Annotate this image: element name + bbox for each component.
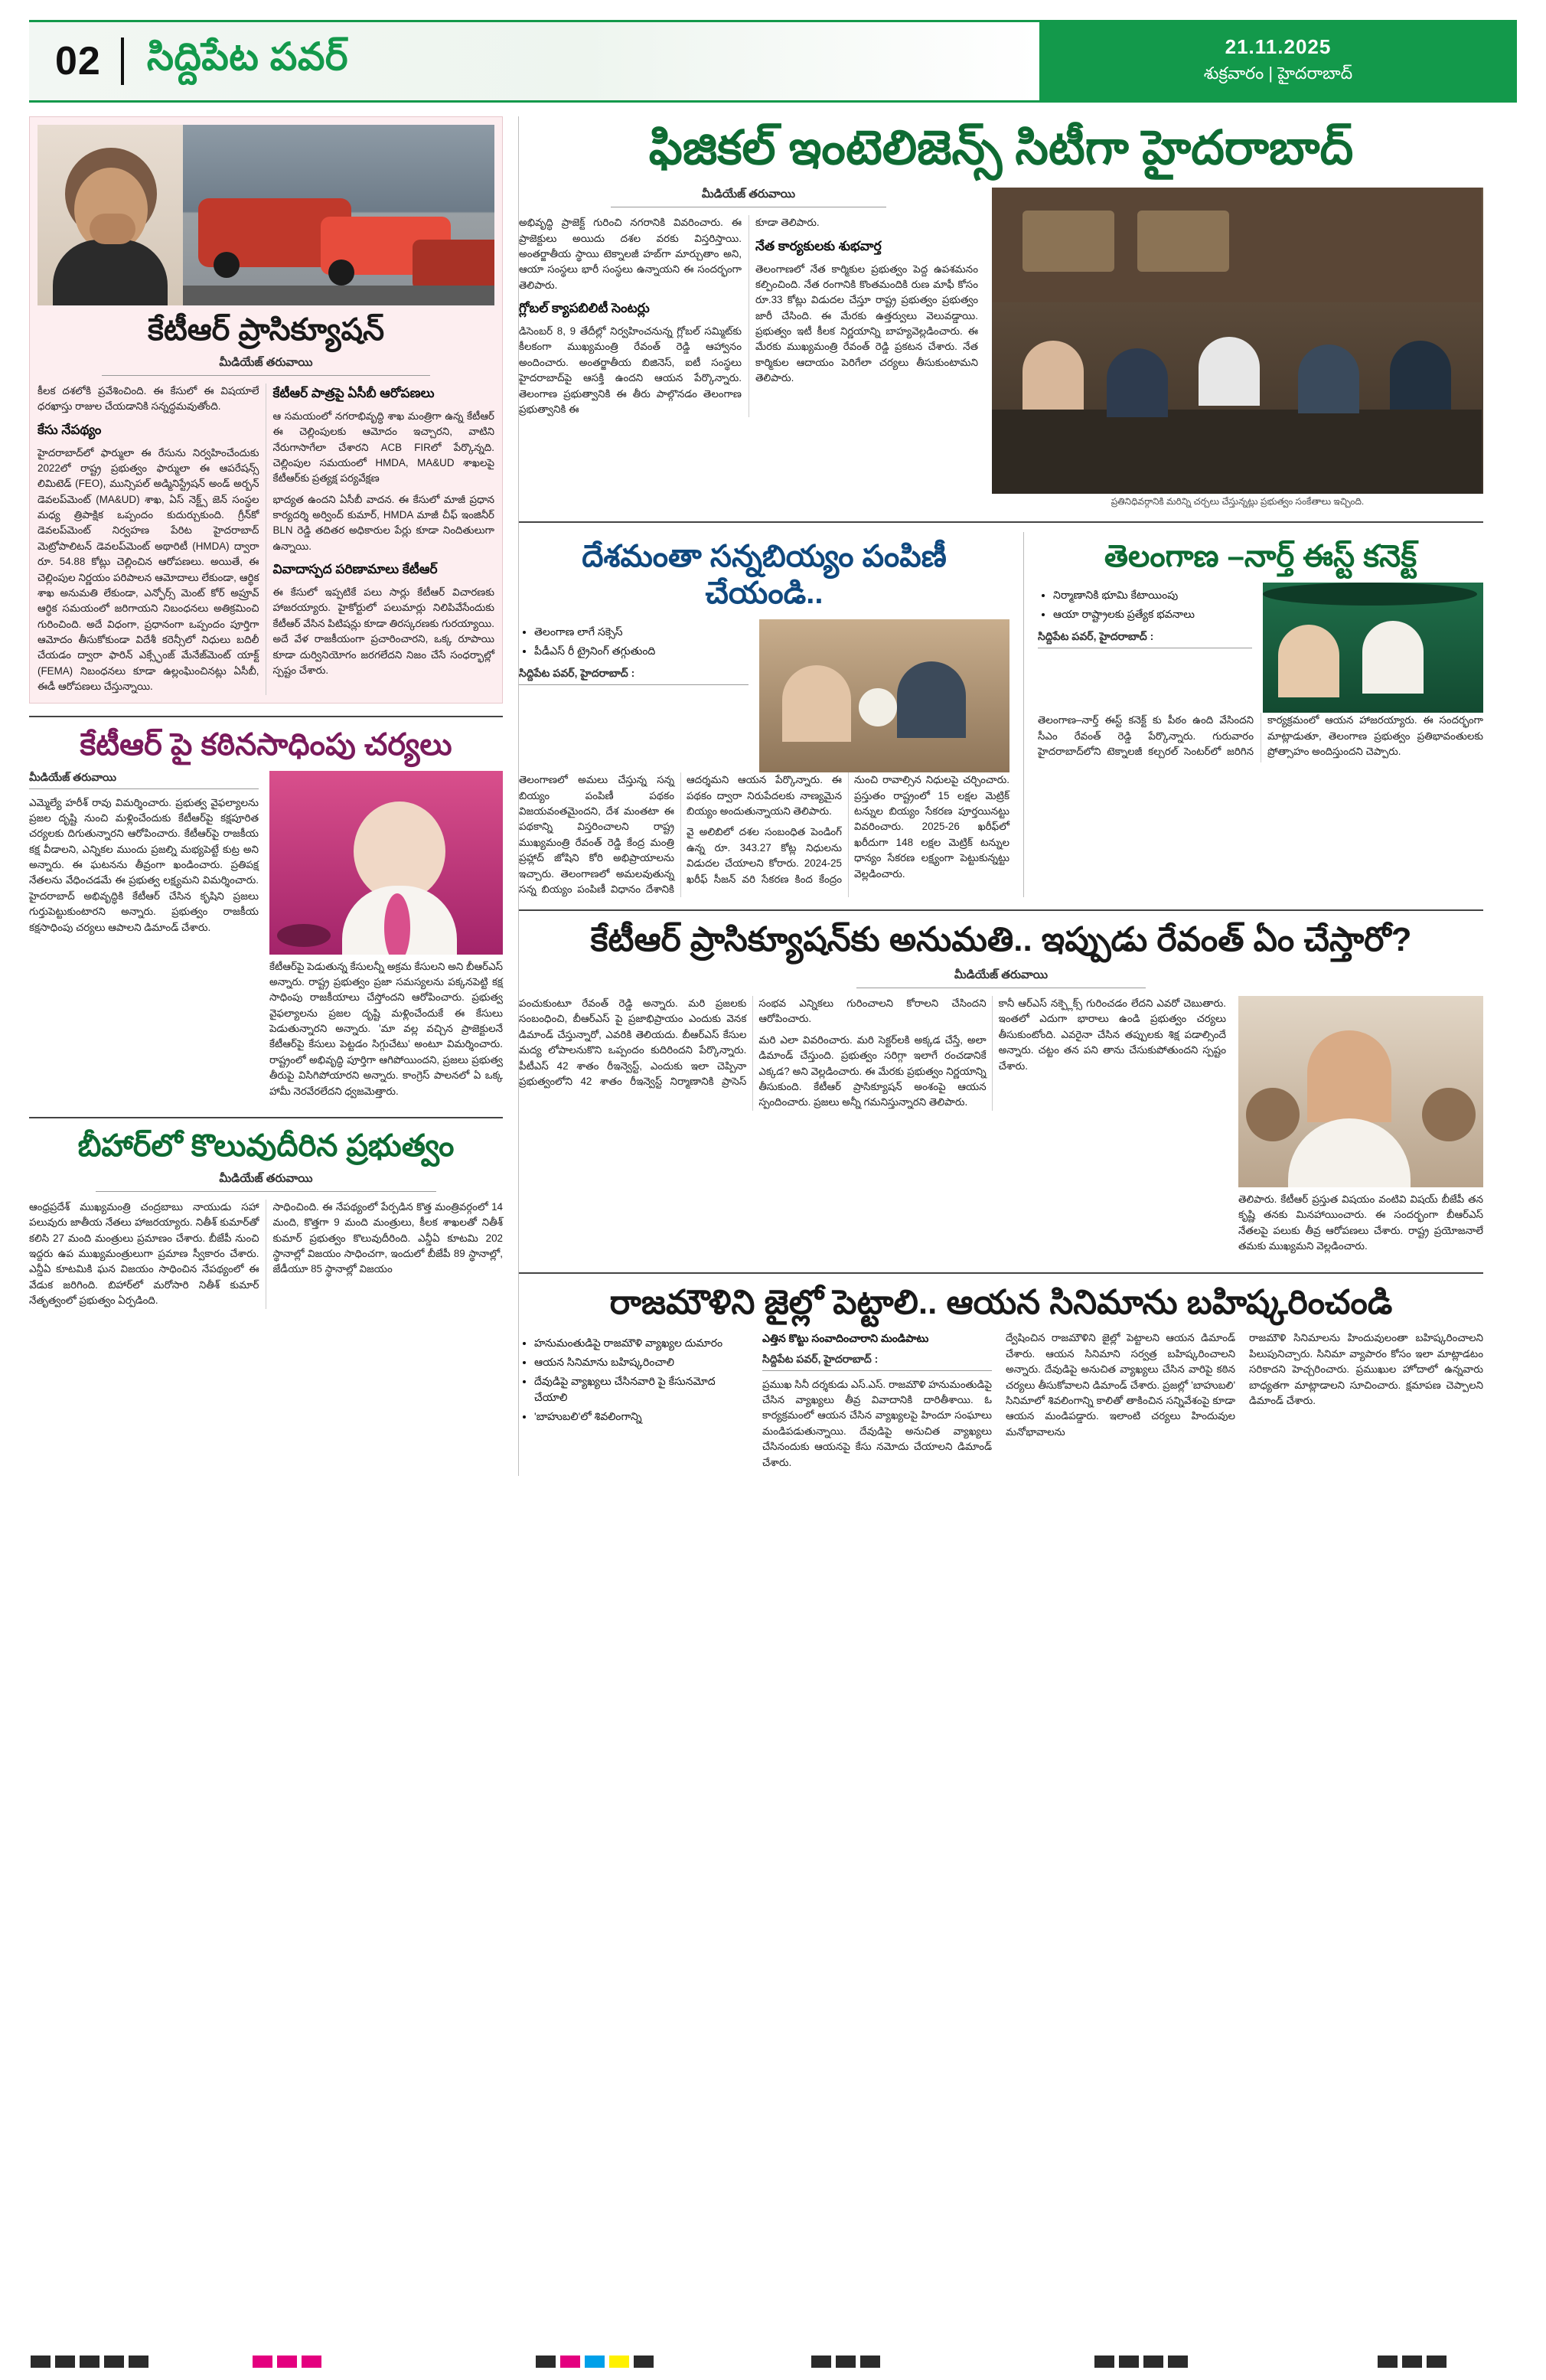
para: ఆంధ్రప్రదేశ్ ముఖ్యమంత్రి చంద్రబాబు నాయుడు సహా పలువురు జాతీయ నేతలు హాజరయ్యారు. నితీశ్ కుమార్‌తో కలిసి 27 మంది మంత్రులు ప్రమాణం చేశారు. బీజేపీ నుంచి ఇద్దరు ఉప ముఖ్యమంత్రులుగా ప్రమాణ స్వీకారం చేశారు. ఎన్డీఏ కూటమికి ఘన విజయం సాధించిన నేపథ్యంలో ఈ వేడుక జరిగింది. బిహార్‌లో మరోసారి నితీశ్ కుమార్ నేతృత్వంలో ప్రభుత్వం ఏర్పడింది. <box>29 1200 259 1307</box>
para: సాధించింది. ఈ నేపథ్యంలో పేర్పడిన కొత్త మంత్రివర్గంలో 14 మంది, కొత్తగా 9 మంది మంత్రులు, కీలక శాఖలతో నితీశ్ కుమార్ ప్రభుత్వం కొలువుదీరింది. ఎన్డీఏ కూటమి 202 స్థానాల్లో విజయం సాధించగా, ఇందులో బీజేపీ 89 స్థానాల్లో, జేడీయూ 85 స్థానాల్లో విజయం <box>272 1200 503 1275</box>
issue-day-edition: శుక్రవారం | హైదరాబాద్ <box>1203 64 1353 83</box>
subhead-controversy: వివాదాస్పద పరిణామాలు కేటీఆర్ <box>272 562 438 577</box>
right-section <box>519 116 1483 1476</box>
northeast-event-photo <box>1263 583 1483 713</box>
body-bihar <box>29 1200 503 1309</box>
para: కేటీఆర్‌పై పెడుతున్న కేసులన్నీ అక్రమ కేసులని అని బీఆర్ఎస్ అన్నారు. రాష్ట్ర ప్రభుత్వం ప్రజా సమస్యలను పక్కనపెట్టి కక్ష సాధింపు రాజకీయాలు చేస్తోందని ఆరోపించారు. ప్రభుత్వ వైఫల్యాలను ప్రజల దృష్టి మళ్లించేందుకే ఈ కేసులు పెడుతున్నారని అన్నారు. 'మా వల్ల వచ్చిన ప్రాజెక్టులనే కేటీఆర్‌పై కేసులు పెట్టడం సిగ్గుచేటు' అంటూ విమర్శించారు. రాష్ట్రంలో అభివృద్ధి పూర్తిగా ఆగిపోయిందని, ప్రజలు ప్రభుత్వ తీరుపై విసిగిపోయారని అన్నారు. కాంగ్రెస్ పాలనలో ఏ ఒక్క హామీ నెరవేరలేదని ధ్వజమెత్తారు. <box>269 960 503 1097</box>
masthead-left <box>29 20 1039 103</box>
main-photo-caption: ప్రతినిధివర్గానికి మరిన్ని చర్చలు చేస్తున్నట్లు ప్రభుత్వం సంకేతాలు ఇచ్చింది. <box>1111 496 1365 508</box>
revanth-photo <box>1238 996 1483 1187</box>
bullet-item: • దేవుడిపై వ్యాఖ్యలు చేసినవారి పై కేసునమోద చేయాలి <box>534 1373 749 1405</box>
para: భాద్యత ఉందని ఏసీబీ వాదన. ఈ కేసులో మాజీ ప్రధాన కార్యదర్శి అర్వింద్ కుమార్, HMDA మాజీ చీఫ్ ఇంజినీర్ BLN రెడ్డి తదితర అధికారుల పేర్లు కూడా నిందితులుగా ఉన్నాయి. <box>272 493 494 552</box>
headline-ktr-prosecution: కేటీఆర్ ప్రాసిక్యూషన్ <box>147 313 385 347</box>
publication-title: సిద్దిపేట పవర్ <box>146 34 349 78</box>
bullet-item: • పీడీఎస్ రీ ట్రైనింగ్ తగ్గుతుంది <box>534 643 749 659</box>
formula-e-race-photo <box>183 125 494 305</box>
para: హైదరాబాద్‌లో ఫార్ములా ఈ రేసును నిర్వహించేందుకు 2022లో రాష్ట్ర ప్రభుత్వం ఫార్ములా ఈ ఆపరేషన్స్ లిమిటెడ్ (FEO), మున్సిపల్ అడ్మినిస్ట్రేషన్ అండ్ అర్బన్ డెవలప్‌మెంట్ (MA&UD) శాఖ, ఏస్ నెక్ట్స్ జెన్ సంస్థల మధ్య త్రిపాక్షిక ఒప్పందం కుదుర్చుకుంది. గ్రీన్‌కో డెవలప్‌మెంట్ నిర్వహణ పేరిట హైదరాబాద్ మెట్రోపాలిటన్ డెవలప్‌మెంట్ అథారిటీ (HMDA) ద్వారా రూ. 54.88 కోట్లు చెల్లించిన ఆరోపణలు. అయితే, ఈ చెల్లింపుల నిర్ణయం పరిపాలన ఆమోదాలు లేకుండా, ఆర్థిక శాఖ అనుమతి లేకుండా, ఎన్ఫోర్స్ మెంట్ కోర్ అప్రూవ్ ఆర్థిక సమయంలో జరిగాయని నిబంధనలు అతిక్రమించి గురించింది. అదే విధంగా, ప్రధానంగా ఒప్పందం పూర్తిగా ఆమోదం తీసుకోకుండా విదేశీ కరెన్సీలో నిధులు బదిలీ చేయడం ద్వారా ఫారిన్ ఎక్స్ఛేంజ్ మేనేజ్‌మెంట్ యాక్ట్ (FEMA) నిబంధనలు కూడా ఉల్లంఘించినట్లు ఏసీబీ, ఈడీ ఆరోపణలు చేస్తున్నాయి. <box>38 446 259 693</box>
body-rajamouli-c2 <box>1006 1330 1235 1440</box>
body-ktr-prosecution <box>38 384 494 695</box>
page-columns <box>29 116 1517 1476</box>
two-story-row <box>519 532 1483 897</box>
para: ద్వేషించిన రాజమౌళిని జైల్లో పెట్టాలని ఆయన డిమాండ్ చేశారు. ఆయన సినిమాని సర్వత్ర బహిష్కరించాలని అన్నారు. దేవుడిపై అనుచిత వ్యాఖ్యలు చేసిన వారిపై కఠిన చర్యలు తీసుకోవాలని డిమాండ్ చేశారు. ప్రజల్లో 'బాహుబలి' సినిమాలో శివలింగాన్ని కాలితో తాకించిన సన్నివేశంపై కూడా ఆయన మండిపడ్డారు. ఇలాంటి చర్యలు హిందువుల మనోభావాలను <box>1006 1332 1235 1438</box>
headline-northeast-connect: తెలంగాణ –నార్త్ ఈస్ట్ కనెక్ట్ <box>1104 540 1417 574</box>
byline-rajamouli: సిద్దిపేట పవర్, హైదరాబాద్ : <box>762 1353 992 1371</box>
para: తెలిపారు. కేటీఆర్ ప్రస్తుత విషయం వంటివి విషయ్ బీజేపీ తన కృష్ణి తనకు మినహాయించారు. ఈ సందర్భంగా బీఆర్ఎస్ నేతలపై పలుకు తీవ్ర ఆరోపణలు చేశారు. రాష్ట్ర ప్రయోజనాలే తమకు ముఖ్యమని వెల్లడించారు. <box>1238 1193 1483 1252</box>
article-bihar-government <box>29 1128 503 1309</box>
cm-minister-photo <box>759 619 1009 772</box>
divider <box>29 1117 503 1118</box>
ktr-photo-row <box>38 125 494 305</box>
byline-prosecution-permission: మీడియేజ్ తరువాయి <box>856 968 1146 988</box>
harish-rao-photo <box>269 771 503 955</box>
bullets-fine-rice <box>519 624 749 659</box>
article-ktr-prosecution <box>29 116 503 704</box>
headline-rajamouli: రాజమౌళిని జైల్లో పెట్టాలి.. ఆయన సినిమాను బహిష్కరించండి <box>609 1283 1393 1321</box>
bullets-northeast <box>1038 587 1252 622</box>
page-number: 02 <box>55 39 101 83</box>
subhead-acb-allegations: కేటీఆర్ పాత్రపై ఏసీబీ ఆరోపణలు <box>272 386 435 400</box>
bullet-item: • హనుమంతుడిపై రాజమౌళి వ్యాఖ్యల దుమారం <box>534 1335 749 1351</box>
left-column <box>29 116 519 1476</box>
para: మరి ఎలా వివరించారు. మరి సెక్టర్‌లకి అక్కడ చేస్తే, అలా డిమాండ్ చేస్తుంది. ప్రభుత్వం సరిగ్గా ఇలాగే రంచడానికే ఎక్కడ? అని వెల్లడించారు. ఈ మేరకు ప్రభుత్వం నిర్ణయాన్ని తీసుకుంది. కేటీఆర్ ప్రాసిక్యూషన్ అంశంపై ఆయన స్పందించారు. ప్రజలు అన్నీ గమనిస్తున్నారని తెలిపారు. <box>758 1033 987 1108</box>
divider <box>519 909 1483 911</box>
bullet-item: • ఆయన సినిమాను బహిష్కరించాలి <box>534 1354 749 1370</box>
para: పంచుకుంటూ రేవంత్ రెడ్డి అన్నారు. మరి ప్రజలకు సంబంధించి, బీఆర్ఎస్ పై ప్రజాభిప్రాయం ఎందుకు వెనక డిమాండ్ చేస్తున్నారో, ఎవరికి తెలియదు. బీఆర్ఎస్ కేసుల మద్య లోపాలనుకొని ఒప్పందం కుదిరిందని పేర్కొన్నారు. పీటీఎస్ 42 శాతం రీఇన్వెస్ట్, ఎందుకు ఇలా చెప్పినా ప్రభుత్వంలోని 42 శాతం రీఇన్వెస్ట్ నిర్మాణానికి ప్రాసెస్ సంభవ ఎన్నికలు గురించాలని కోరాలని చేసిందని ఆరోపించారు. <box>519 997 987 1087</box>
body-fine-rice <box>519 772 1009 897</box>
byline-bihar: మీడియేజ్ తరువాయి <box>96 1172 437 1192</box>
para: కీలక దశలోకి ప్రవేశించింది. ఈ కేసులో ఈ విషయాలే ధరఖాస్తు రాజుల చేయడానికి సన్నద్ధమవుతోంది. <box>38 385 259 413</box>
headline-fine-rice: దేశమంతా సన్నబియ్యం పంపిణీ చేయండి.. <box>582 540 947 611</box>
bullet-item: • తెలంగాణ లాగే సక్సెస్ <box>534 624 749 640</box>
bullet-item: • నిర్మాణానికి భూమి కేటాయింపు <box>1053 587 1252 603</box>
body-harsh-measures-c1 <box>29 795 259 935</box>
para: ఈ కేసులో ఇప్పటికే పలు సార్లు కేటీఆర్ విచారణకు హాజరయ్యారు. హైకోర్టులో పలుమార్లు నిలిపివేసేందుకు కేటీఆర్ వేసిన పిటిషన్లు కూడా తిరస్కరణకు గురయ్యాయి. అదే వేళ రాజకీయంగా ప్రచారించారని, ఒక్క రూపాయి కూడా దుర్వినియోగం జరగలేదని నిజం చేసే సంధర్భాల్లో స్పష్టం చేశారు. <box>272 586 494 676</box>
bullet-item: • ఆయా రాష్ట్రాలకు ప్రత్యేక భవనాలు <box>1053 606 1252 622</box>
para: తెలంగాణలో నేత కార్మికుల ప్రభుత్వం పెద్ద ఉపశమనం కల్పించింది. నేత రంగానికి కొంతమందికి రుణ మాఫీ కోసం రూ.33 కోట్లు విడుదల చేస్తూ రాష్ట్ర ప్రభుత్వం ప్రభుత్వం జారీ చేసింది. ఈ మేరకు ఉత్తర్వులు వెలువడ్డాయి. ప్రభుత్వం ఇటీ కీలక నిర్ణయాన్ని బాహ్యవెల్లడించారు. ఈ మేరకు ముఖ్యమంత్రి రేవంత్ రెడ్డి ప్రకటన చేశారు. నేత కార్మికుల ఆదాయం పెరిగేలా చర్యలు తీసుకుంటామని తెలిపారు. <box>755 263 978 384</box>
body-prosecution-permission-c4 <box>1238 1192 1483 1255</box>
headline-main-physical-intelligence: ఫిజికల్ ఇంటెలిజెన్స్ సిటీగా హైదరాబాద్ <box>648 122 1354 175</box>
ktr-portrait-photo <box>38 125 183 305</box>
body-main-story <box>519 215 978 417</box>
byline-northeast: సిద్దిపేట పవర్, హైదరాబాద్ : <box>1038 630 1252 648</box>
para: రాజమౌళి సినిమాలను హిందువులంతా బహిష్కరించాలని పిలుపునిచ్చారు. సినిమా వ్యాపారం కోసం ఇలా మాట్లాడటం సరికాదని హెచ్చరించారు. ప్రముఖుల హోదాలో ఉన్నవారు బాధ్యతగా మాట్లాడాలని సూచించారు. క్షమాపణ చెప్పాలని డిమాండ్ చేశారు. <box>1249 1332 1483 1406</box>
meeting-photo <box>992 188 1483 494</box>
article-prosecution-permission <box>519 920 1483 1259</box>
divider <box>519 521 1483 523</box>
body-rajamouli-c3 <box>1249 1330 1483 1409</box>
para: తెలంగాణలో అమలు చేస్తున్న సన్న బియ్యం పంపిణీ పథకం విజయవంతమైందని, దేశ మంతటా ఈ పథకాన్ని విస్తరించాలని రాష్ట్ర ముఖ్యమంత్రి రేవంత్ రెడ్డి కేంద్ర మంత్రి ప్రహ్లాద్ జోషిని కోరి అభిప్రాయాలను ఇచ్చారు. తెలంగాణలో అమలవుతున్న సన్న బియ్యం పంపిణీ విధానం దేశానికి ఆదర్శమని ఆయన పేర్కొన్నారు. ఈ పథకం ద్వారా నిరుపేదలకు నాణ్యమైన బియ్యం అందుతున్నాయని తెలిపారు. <box>519 774 842 895</box>
byline-ktr-prosecution: మీడియేజ్ తరువాయి <box>102 356 431 376</box>
bullet-item: • 'బాహుబలి'లో శివలింగాన్ని <box>534 1409 749 1425</box>
para: కూడా తెలిపారు. <box>755 217 820 229</box>
para: కానీ ఆర్ఎస్ నక్ప్లెక్స్ గురించడం లేదని ఎవరో చెబుతారు. ఇంతలో ఎదుగా భారాలు ఉండి ప్రభుత్వం చర్యలు తీసుకుంటోంది. ఎవరైనా చేసిన తప్పులకు శిక్ష పడాల్సిందే అన్నారు. చట్టం తన పని తాను చేసుకుపోతుందని స్పష్టం చేశారు. <box>998 997 1226 1072</box>
newspaper-page <box>0 20 1546 2380</box>
article-ktr-harsh-measures <box>29 726 503 1105</box>
main-story-block <box>519 188 1483 509</box>
body-prosecution-permission <box>519 996 1226 1111</box>
article-fine-rice <box>519 532 1024 897</box>
print-registration-bars <box>0 2356 1546 2368</box>
subhead-case-background: కేసు నేపథ్యం <box>38 422 102 437</box>
para: ఆ సమయంలో నగరాభివృద్ధి శాఖ మంత్రిగా ఉన్న కేటీఆర్ ఈ చెల్లింపులకు ఆమోదం ఇచ్చారని, వాటిని నేరుగాసాగేలా చేశారని ACB FIRలో పేర్కొన్నది. చెల్లింపుల సమయంలో HMDA, MA&UD శాఖలపై కేటీఆర్‌కు ప్రత్యక్ష పర్యవేక్షణ <box>272 410 494 485</box>
subhead-gcc: గ్లోబల్ క్యాపబిలిటీ సెంటర్లు <box>519 301 650 316</box>
issue-date: 21.11.2025 <box>1225 35 1332 58</box>
headline-prosecution-permission: కేటీఆర్ ప్రాసిక్యూషన్‌కు అనుమతి.. ఇప్పుడు రేవంత్ ఏం చేస్తారో? <box>590 921 1412 959</box>
para: ఎమ్మెల్యే హరీశ్ రావు విమర్శించారు. ప్రభుత్వ వైఫల్యాలను ప్రజల దృష్టి నుంచి మళ్లించేందుకు కేటీఆర్‌పై కక్షపూరిత చర్యలకు దిగుతున్నారని ఆరోపించారు. కేటీఆర్‌పై రాజకీయ కక్ష వీడాలని, ఎన్నికల ముందు ప్రజల్ని మభ్యపెట్టే కుట్ర అని అన్నారు. ఈ ఘటనను తీవ్రంగా ఖండించారు. ప్రతిపక్ష నేతలను వేధించడమే ఈ ప్రభుత్వ లక్ష్యమని విమర్శించారు. హైదరాబాద్ అభివృద్ధికి కేటీఆర్ చేసిన కృషిని ప్రజలు గుర్తుపెట్టుకుంటారని అన్నారు. ప్రభుత్వం రాజకీయ కక్షసాధింపు చర్యలు ఆపాలని డిమాండ్ చేశారు. <box>29 796 259 933</box>
masthead <box>29 20 1517 103</box>
para: డిసెంబర్ 8, 9 తేదీల్లో నిర్వహించనున్న గ్లోబల్ సమ్మిట్‌కు కీలకంగా ముఖ్యమంత్రి రేవంత్ రెడ్డి ఆహ్వానం అందించారు. అంతర్జాతీయ బిజినెస్, ఐటీ సంస్థలు హైదరాబాద్‌పై ఆసక్తి ఉందని ఆయన పేర్కొన్నారు. తెలంగాణ ప్రభుత్వానికి ఈ తీరు పాల్గొనడం తెలంగాణ ప్రభుత్వానికి ఈ <box>519 325 742 415</box>
article-rajamouli <box>519 1283 1483 1476</box>
divider <box>519 1272 1483 1274</box>
body-harsh-measures-c2 <box>269 959 503 1099</box>
headline-harsh-measures: కేటీఆర్ పై కఠినసాధింపు చర్యలు <box>80 727 452 762</box>
para: అభివృద్ధి ప్రాజెక్ట్ గురించి నగరానికి వివరించారు. ఈ ప్రాజెక్టులు అయిదు దశల వరకు విస్తరిస్తాయి. అంతర్జాతీయ స్థాయి టెక్నాలజీ హబ్‌గా మార్చుతాం అని, ఆయా సంస్థలు భారీ సంస్థలు ఉన్నాయని ఈ సందర్భంగా తెలిపారు. <box>519 217 742 291</box>
byline-fine-rice: సిద్దిపేట పవర్, హైదరాబాద్ : <box>519 667 749 685</box>
body-northeast <box>1038 713 1483 762</box>
para: ప్రముఖ సినీ దర్శకుడు ఎస్.ఎస్. రాజమౌళి హనుమంతుడిపై చేసిన వ్యాఖ్యలు తీవ్ర వివాదానికి దారితీశాయి. ఓ కార్యక్రమంలో ఆయన చేసిన వ్యాఖ్యలపై హిందూ సంఘాలు మండిపడుతున్నాయి. దేవుడిపై అనుచిత వ్యాఖ్యలు చేసినందుకు ఆయనపై కేసు నమోదు చేయాలని డిమాండ్ చేశారు. <box>762 1378 992 1468</box>
byline-harsh-measures: మీడియేజ్ తరువాయి <box>29 771 259 789</box>
bullets-rajamouli <box>519 1335 749 1425</box>
byline-main: మీడియేజ్ తరువాయి <box>611 188 886 207</box>
subhead-rajamouli: ఎత్తిన కొట్టు సంవాదించారాని మండిపాటు <box>762 1332 929 1345</box>
article-northeast-connect <box>1024 532 1483 897</box>
divider <box>29 716 503 717</box>
para: వై అలిబిలో దశల సంబంధిత పెండింగ్ ఉన్న రూ. 343.27 కోట్ల నిధులను విడుదల చేయాలని కోరారు. 2024-25 ఖరీఫ్ సీజన్ వరి సేకరణ కింద కేంద్రం నుంచి రావాల్సిన నిధులపై చర్చించారు. ప్రస్తుతం రాష్ట్రంలో 15 లక్షల మెట్రిక్ టన్నుల బియ్యం సేకరణ పూర్తయినట్టు వివరించారు. 2025-26 ఖరీఫ్‌లో ఖరీదుగా 148 లక్షల మెట్రిక్ టన్నుల ధాన్యం సేకరణ లక్ష్యంగా పెట్టుకున్నట్టు వెల్లడించారు. <box>687 774 1009 885</box>
masthead-right <box>1039 20 1517 103</box>
body-rajamouli-c1 <box>762 1377 992 1471</box>
headline-bihar: బీహార్‌లో కొలువుదీరిన ప్రభుత్వం <box>77 1128 455 1163</box>
para: తెలంగాణ–నార్త్ ఈస్ట్ కనెక్ట్ కు పీఠం ఉంది వేసిందని సీఎం రేవంత్ రెడ్డి పేర్కొన్నారు. గురువారం హైదరాబాద్‌లోని టెక్నాలజీ కల్చరల్ సెంటర్‌లో జరిగిన కార్యక్రమంలో ఆయన హాజరయ్యారు. ఈ సందర్భంగా మాట్లాడుతూ, తెలంగాణ ప్రభుత్వం ప్రతిభావంతులకు ప్రోత్సాహం అందిస్తుందని చెప్పారు. <box>1038 714 1483 758</box>
subhead-weavers: నేత కార్యకులకు శుభవార్త <box>755 238 882 253</box>
